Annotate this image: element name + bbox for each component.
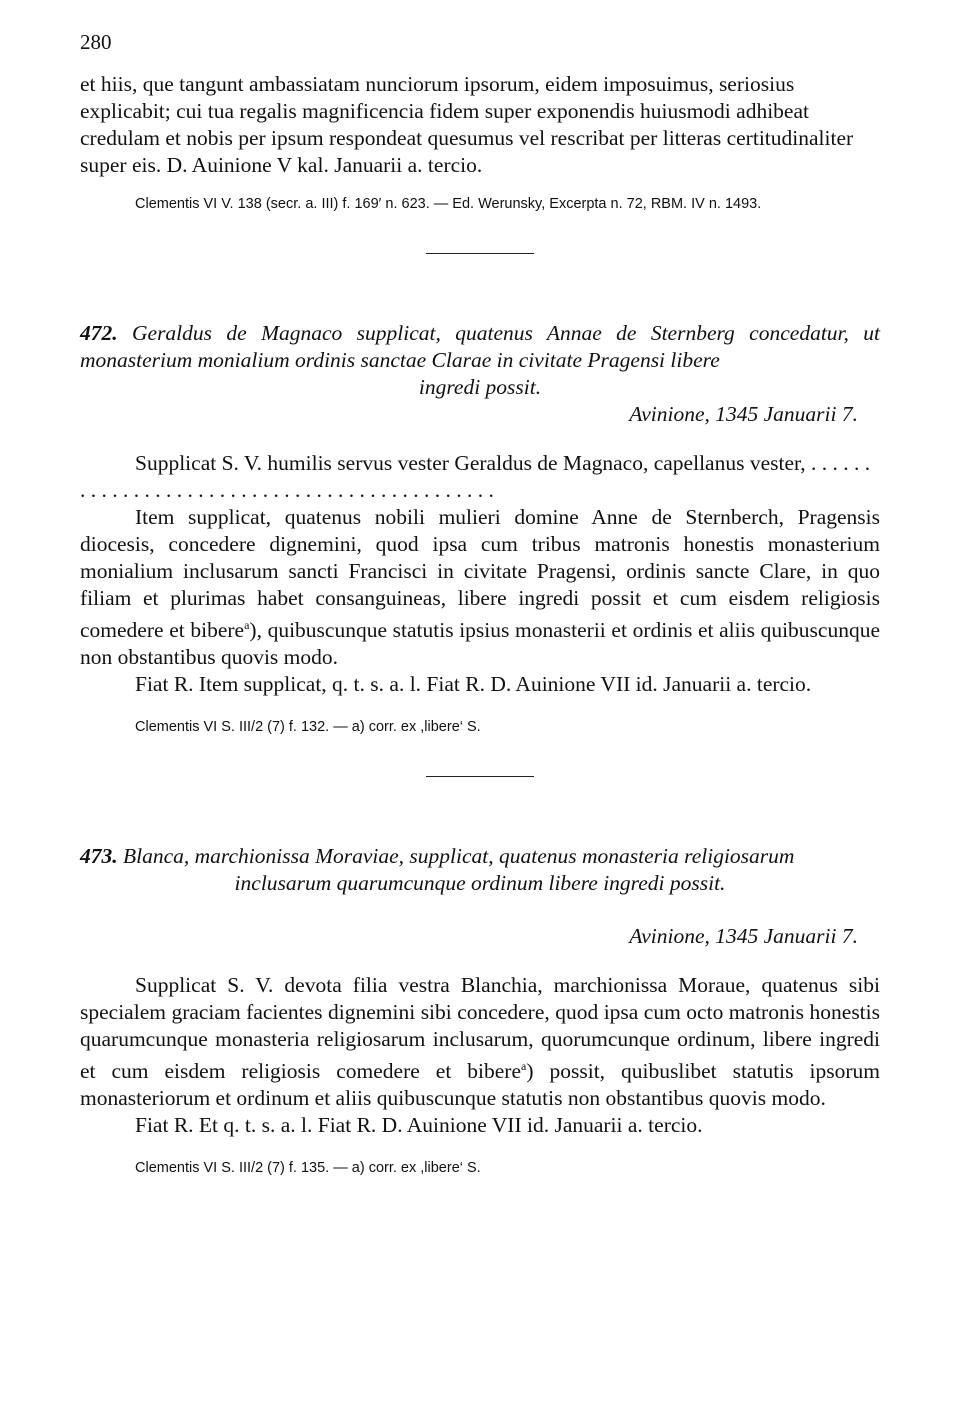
entry-number: 472. <box>80 321 118 345</box>
entry-paragraph: Supplicat S. V. devota filia vestra Blanchia, marchionissa Moraue, quatenus sibi specialem graciam facientes dignemini sibi concedere, quod ipsa cum octo matronis honestis quarumcunque monasteria religiosarum inclusarum, quorumcunque ordinum, libere ingredi et cum eisdem religiosis comedere et bibere$^a$) possit, quibuslibet statutis ipsorum monasteriorum et ordinum et aliis quibuscunque statutis non obstantibus quovis modo. <box>80 973 880 1111</box>
entry-heading <box>80 843 880 870</box>
source-note: Clementis VI S. III/2 (7) f. 135. — a) corr. ex ,libere‘ S. <box>135 1160 481 1177</box>
entry-heading <box>80 320 880 374</box>
entry-472 <box>80 320 880 738</box>
entry-paragraph: Fiat R. Et q. t. s. a. l. Fiat R. D. Auinione VII id. Januarii a. tercio. <box>135 1113 703 1138</box>
entry-number: 473. <box>80 844 118 869</box>
footnote-marker: a <box>244 618 250 632</box>
continuation-paragraph: et hiis, que tangunt ambassiatam nunciorum ipsorum, eidem imposuimus, seriosius explicabit; cui tua regalis magnificencia fidem super exponendis huiusmodi adhibeat credulam et nobis per ipsum respondeat quesumus vel rescribat per litteras certitudinaliter super eis. D. Auinione V kal. Januarii a. tercio. <box>80 72 854 177</box>
source-note: Clementis VI V. 138 (secr. a. III) f. 169′ n. 623. — Ed. Werunsky, Excerpta n. 72, RBM. IV n. 1493. <box>135 196 762 212</box>
entry-title-end: inclusarum quarumcunque ordinum libere ingredi possit. <box>234 871 726 896</box>
entry-title: Blanca, marchionissa Moraviae, supplicat, quatenus monasteria religiosarum <box>123 844 795 869</box>
entry-date: Avinione, 1345 Januarii 7. <box>629 924 858 949</box>
document-page <box>80 30 880 1179</box>
footnote-marker: a <box>521 1059 527 1074</box>
entry-date: Avinione, 1345 Januarii 7. <box>629 402 858 426</box>
entry-paragraph: Fiat R. Item supplicat, q. t. s. a. l. Fiat R. D. Auinione VII id. Januarii a. tercio. <box>135 672 812 697</box>
entry-473 <box>80 843 880 1179</box>
entry-paragraph: Supplicat S. V. humilis servus vester Geraldus de Magnaco, capellanus vester, . . . . . . . . . . . . . . . . . . . . . . . . . . . . . . . . . . . . . . . . . . . . . <box>80 451 871 502</box>
entry-title: Geraldus de Magnaco supplicat, quatenus Annae de Sternberg concedatur, ut monasterium monialium ordinis sanctae Clarae in civitate Pragensi libere <box>80 321 880 372</box>
entry-paragraph: Item supplicat, quatenus nobili mulieri domine Anne de Sternberch, Pragensis diocesis, concedere dignemini, quod ipsa cum tribus matronis honestis monasterium monialium inclusarum sancti Francisci in civitate Pragensi, ordinis sancte Clare, in quo filiam et plurimas habet consanguineas, libere ingredi possit et cum eisdem religiosis comedere et bibere$^a$), quibuscunque statutis ipsius monasterii et ordinis et aliis quibuscunque non obstantibus quovis modo. <box>80 505 880 670</box>
entry-title-end: ingredi possit. <box>418 375 542 399</box>
source-note: Clementis VI S. III/2 (7) f. 132. — a) corr. ex ,libere‘ S. <box>135 719 481 736</box>
page-number: 280 <box>80 30 112 54</box>
